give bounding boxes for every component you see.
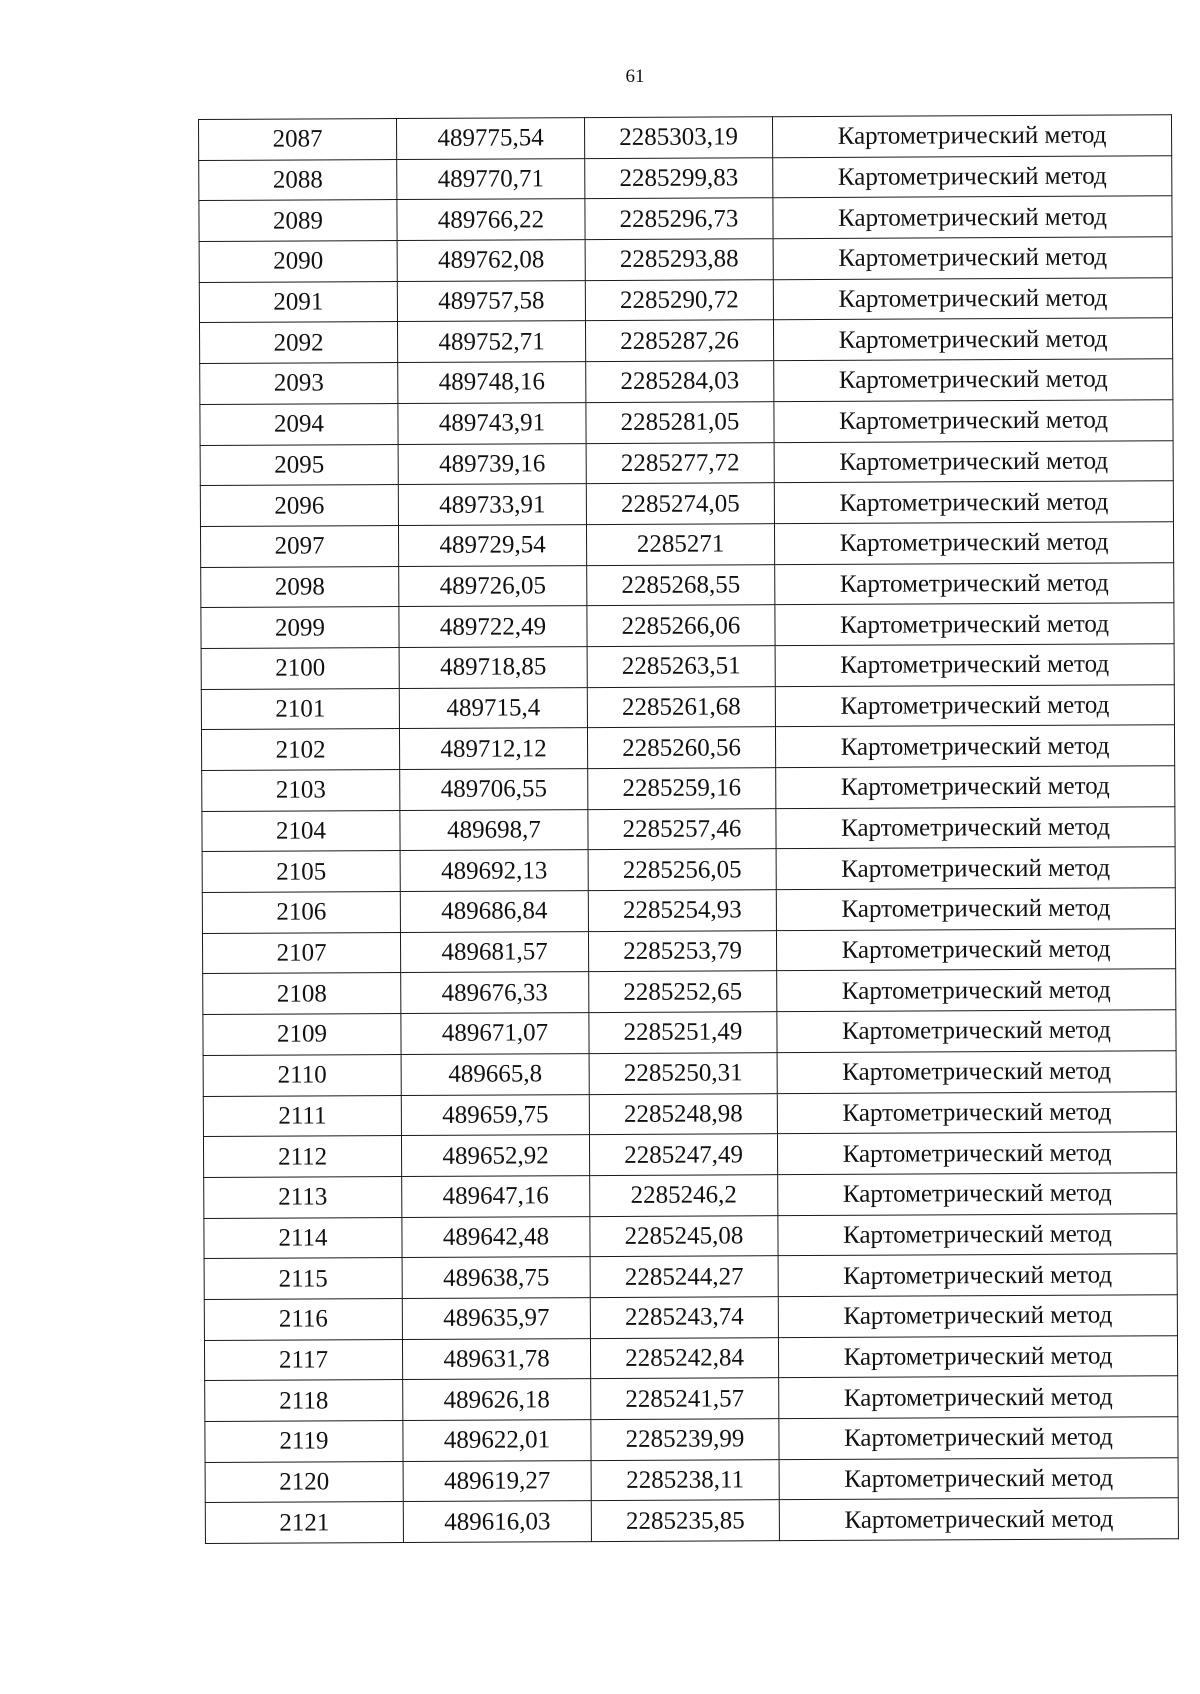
y-coordinate-cell: 2285261,68 xyxy=(587,686,775,728)
y-coordinate-cell: 2285303,19 xyxy=(584,117,772,159)
x-coordinate-cell: 489638,75 xyxy=(402,1257,590,1299)
point-number-cell: 2104 xyxy=(202,810,400,852)
method-cell: Картометрический метод xyxy=(778,1173,1177,1216)
table-row xyxy=(203,1010,1176,1055)
y-coordinate-cell: 2285256,05 xyxy=(588,849,776,891)
x-coordinate-cell: 489692,13 xyxy=(400,850,588,892)
table-row xyxy=(202,928,1175,973)
y-coordinate-cell: 2285268,55 xyxy=(587,564,775,606)
method-cell: Картометрический метод xyxy=(774,359,1173,402)
x-coordinate-cell: 489616,03 xyxy=(403,1501,591,1543)
table-row xyxy=(202,806,1175,851)
point-number-cell: 2107 xyxy=(202,932,400,974)
coordinates-table-body xyxy=(199,115,1179,1544)
y-coordinate-cell: 2285246,2 xyxy=(590,1175,778,1217)
table-row xyxy=(199,155,1172,200)
y-coordinate-cell: 2285293,88 xyxy=(585,239,773,281)
x-coordinate-cell: 489762,08 xyxy=(397,240,585,282)
table-row xyxy=(202,847,1175,892)
table-row xyxy=(204,1335,1177,1380)
table-row xyxy=(204,1213,1177,1258)
point-number-cell: 2115 xyxy=(204,1258,402,1300)
method-cell: Картометрический метод xyxy=(773,237,1172,280)
table-row xyxy=(199,115,1172,160)
method-cell: Картометрический метод xyxy=(773,155,1172,198)
point-number-cell: 2100 xyxy=(201,647,399,689)
y-coordinate-cell: 2285239,99 xyxy=(591,1419,779,1461)
y-coordinate-cell: 2285250,31 xyxy=(589,1052,777,1094)
method-cell: Картометрический метод xyxy=(775,725,1174,768)
x-coordinate-cell: 489757,58 xyxy=(397,280,585,322)
table-row xyxy=(205,1457,1178,1502)
x-coordinate-cell: 489659,75 xyxy=(401,1094,589,1136)
method-cell: Картометрический метод xyxy=(774,400,1173,443)
method-cell: Картометрический метод xyxy=(778,1335,1177,1378)
method-cell: Картометрический метод xyxy=(775,684,1174,727)
table-row xyxy=(204,1173,1177,1218)
point-number-cell: 2111 xyxy=(203,1095,401,1137)
table-row xyxy=(201,644,1174,689)
point-number-cell: 2106 xyxy=(202,892,400,934)
point-number-cell: 2121 xyxy=(205,1502,403,1544)
table-row xyxy=(200,522,1173,567)
table-row xyxy=(200,481,1173,526)
y-coordinate-cell: 2285241,57 xyxy=(591,1378,779,1420)
method-cell: Картометрический метод xyxy=(779,1417,1178,1460)
y-coordinate-cell: 2285243,74 xyxy=(590,1297,778,1339)
point-number-cell: 2105 xyxy=(202,851,400,893)
point-number-cell: 2110 xyxy=(203,1054,401,1096)
table-row xyxy=(205,1417,1178,1462)
point-number-cell: 2108 xyxy=(203,973,401,1015)
point-number-cell: 2088 xyxy=(199,159,397,201)
method-cell: Картометрический метод xyxy=(773,277,1172,320)
method-cell: Картометрический метод xyxy=(779,1457,1178,1500)
method-cell: Картометрический метод xyxy=(776,888,1175,931)
point-number-cell: 2099 xyxy=(201,607,399,649)
y-coordinate-cell: 2285251,49 xyxy=(589,1012,777,1054)
table-row xyxy=(202,766,1175,811)
method-cell: Картометрический метод xyxy=(777,1132,1176,1175)
method-cell: Картометрический метод xyxy=(772,115,1171,158)
method-cell: Картометрический метод xyxy=(773,196,1172,239)
y-coordinate-cell: 2285290,72 xyxy=(585,279,773,321)
method-cell: Картометрический метод xyxy=(773,318,1172,361)
point-number-cell: 2093 xyxy=(200,363,398,405)
y-coordinate-cell: 2285296,73 xyxy=(585,198,773,240)
table-row xyxy=(204,1295,1177,1340)
method-cell: Картометрический метод xyxy=(779,1376,1178,1419)
table-row xyxy=(200,400,1173,445)
table-row xyxy=(201,684,1174,729)
y-coordinate-cell: 2285244,27 xyxy=(590,1256,778,1298)
point-number-cell: 2118 xyxy=(205,1380,403,1422)
point-number-cell: 2102 xyxy=(201,729,399,771)
page-number: 61 xyxy=(625,66,645,87)
point-number-cell: 2098 xyxy=(201,566,399,608)
x-coordinate-cell: 489766,22 xyxy=(397,199,585,241)
x-coordinate-cell: 489619,27 xyxy=(403,1460,591,1502)
x-coordinate-cell: 489635,97 xyxy=(402,1298,590,1340)
table-row xyxy=(203,1051,1176,1096)
method-cell: Картометрический метод xyxy=(775,562,1174,605)
point-number-cell: 2091 xyxy=(199,281,397,323)
table-row xyxy=(200,359,1173,404)
table-row xyxy=(201,603,1174,648)
x-coordinate-cell: 489775,54 xyxy=(397,118,585,160)
x-coordinate-cell: 489681,57 xyxy=(400,931,588,973)
x-coordinate-cell: 489631,78 xyxy=(402,1338,590,1380)
y-coordinate-cell: 2285271 xyxy=(586,524,774,566)
x-coordinate-cell: 489676,33 xyxy=(401,972,589,1014)
method-cell: Картометрический метод xyxy=(777,1051,1176,1094)
y-coordinate-cell: 2285263,51 xyxy=(587,646,775,688)
x-coordinate-cell: 489686,84 xyxy=(400,891,588,933)
table-row xyxy=(199,318,1172,363)
method-cell: Картометрический метод xyxy=(776,766,1175,809)
method-cell: Картометрический метод xyxy=(774,522,1173,565)
y-coordinate-cell: 2285245,08 xyxy=(590,1215,778,1257)
x-coordinate-cell: 489739,16 xyxy=(398,443,586,485)
point-number-cell: 2109 xyxy=(203,1014,401,1056)
point-number-cell: 2092 xyxy=(199,322,397,364)
x-coordinate-cell: 489647,16 xyxy=(402,1175,590,1217)
x-coordinate-cell: 489642,48 xyxy=(402,1216,590,1258)
method-cell: Картометрический метод xyxy=(778,1295,1177,1338)
method-cell: Картометрический метод xyxy=(776,847,1175,890)
table-row xyxy=(199,237,1172,282)
x-coordinate-cell: 489665,8 xyxy=(401,1053,589,1095)
method-cell: Картометрический метод xyxy=(777,969,1176,1012)
y-coordinate-cell: 2285252,65 xyxy=(589,971,777,1013)
point-number-cell: 2101 xyxy=(201,688,399,730)
point-number-cell: 2096 xyxy=(200,485,398,527)
point-number-cell: 2113 xyxy=(204,1176,402,1218)
method-cell: Картометрический метод xyxy=(778,1213,1177,1256)
y-coordinate-cell: 2285299,83 xyxy=(585,157,773,199)
x-coordinate-cell: 489671,07 xyxy=(401,1013,589,1055)
method-cell: Картометрический метод xyxy=(778,1254,1177,1297)
y-coordinate-cell: 2285253,79 xyxy=(588,930,776,972)
point-number-cell: 2090 xyxy=(199,241,397,283)
table-row xyxy=(203,969,1176,1014)
x-coordinate-cell: 489715,4 xyxy=(399,687,587,729)
x-coordinate-cell: 489706,55 xyxy=(400,769,588,811)
x-coordinate-cell: 489733,91 xyxy=(398,484,586,526)
y-coordinate-cell: 2285266,06 xyxy=(587,605,775,647)
y-coordinate-cell: 2285242,84 xyxy=(590,1337,778,1379)
x-coordinate-cell: 489718,85 xyxy=(399,647,587,689)
point-number-cell: 2116 xyxy=(204,1298,402,1340)
x-coordinate-cell: 489752,71 xyxy=(397,321,585,363)
table-row xyxy=(205,1498,1178,1543)
table-row xyxy=(199,196,1172,241)
table-row xyxy=(203,1132,1176,1177)
y-coordinate-cell: 2285281,05 xyxy=(586,402,774,444)
y-coordinate-cell: 2285254,93 xyxy=(588,890,776,932)
method-cell: Картометрический метод xyxy=(777,1010,1176,1053)
table-row xyxy=(205,1376,1178,1421)
y-coordinate-cell: 2285284,03 xyxy=(586,361,774,403)
method-cell: Картометрический метод xyxy=(777,1091,1176,1134)
point-number-cell: 2112 xyxy=(203,1136,401,1178)
x-coordinate-cell: 489698,7 xyxy=(400,809,588,851)
x-coordinate-cell: 489748,16 xyxy=(398,362,586,404)
y-coordinate-cell: 2285259,16 xyxy=(588,768,776,810)
y-coordinate-cell: 2285238,11 xyxy=(591,1459,779,1501)
coordinates-table-container xyxy=(198,119,1171,1544)
coordinates-table xyxy=(198,114,1179,1544)
method-cell: Картометрический метод xyxy=(779,1498,1178,1541)
method-cell: Картометрический метод xyxy=(776,928,1175,971)
point-number-cell: 2117 xyxy=(204,1339,402,1381)
y-coordinate-cell: 2285287,26 xyxy=(585,320,773,362)
table-row xyxy=(201,562,1174,607)
method-cell: Картометрический метод xyxy=(775,603,1174,646)
point-number-cell: 2103 xyxy=(202,770,400,812)
y-coordinate-cell: 2285235,85 xyxy=(591,1500,779,1542)
table-row xyxy=(202,888,1175,933)
table-row xyxy=(200,440,1173,485)
x-coordinate-cell: 489729,54 xyxy=(398,524,586,566)
x-coordinate-cell: 489770,71 xyxy=(397,158,585,200)
method-cell: Картометрический метод xyxy=(775,644,1174,687)
point-number-cell: 2114 xyxy=(204,1217,402,1259)
y-coordinate-cell: 2285277,72 xyxy=(586,442,774,484)
method-cell: Картометрический метод xyxy=(776,806,1175,849)
table-row xyxy=(204,1254,1177,1299)
y-coordinate-cell: 2285248,98 xyxy=(589,1093,777,1135)
y-coordinate-cell: 2285274,05 xyxy=(586,483,774,525)
table-row xyxy=(199,277,1172,322)
point-number-cell: 2087 xyxy=(199,119,397,161)
x-coordinate-cell: 489652,92 xyxy=(401,1135,589,1177)
table-row xyxy=(203,1091,1176,1136)
y-coordinate-cell: 2285260,56 xyxy=(587,727,775,769)
y-coordinate-cell: 2285247,49 xyxy=(589,1134,777,1176)
x-coordinate-cell: 489712,12 xyxy=(399,728,587,770)
point-number-cell: 2119 xyxy=(205,1421,403,1463)
table-row xyxy=(201,725,1174,770)
x-coordinate-cell: 489722,49 xyxy=(399,606,587,648)
method-cell: Картометрический метод xyxy=(774,481,1173,524)
x-coordinate-cell: 489743,91 xyxy=(398,402,586,444)
x-coordinate-cell: 489726,05 xyxy=(399,565,587,607)
point-number-cell: 2094 xyxy=(200,403,398,445)
point-number-cell: 2089 xyxy=(199,200,397,242)
y-coordinate-cell: 2285257,46 xyxy=(588,808,776,850)
method-cell: Картометрический метод xyxy=(774,440,1173,483)
x-coordinate-cell: 489626,18 xyxy=(403,1379,591,1421)
point-number-cell: 2097 xyxy=(200,525,398,567)
point-number-cell: 2095 xyxy=(200,444,398,486)
x-coordinate-cell: 489622,01 xyxy=(403,1420,591,1462)
point-number-cell: 2120 xyxy=(205,1461,403,1503)
